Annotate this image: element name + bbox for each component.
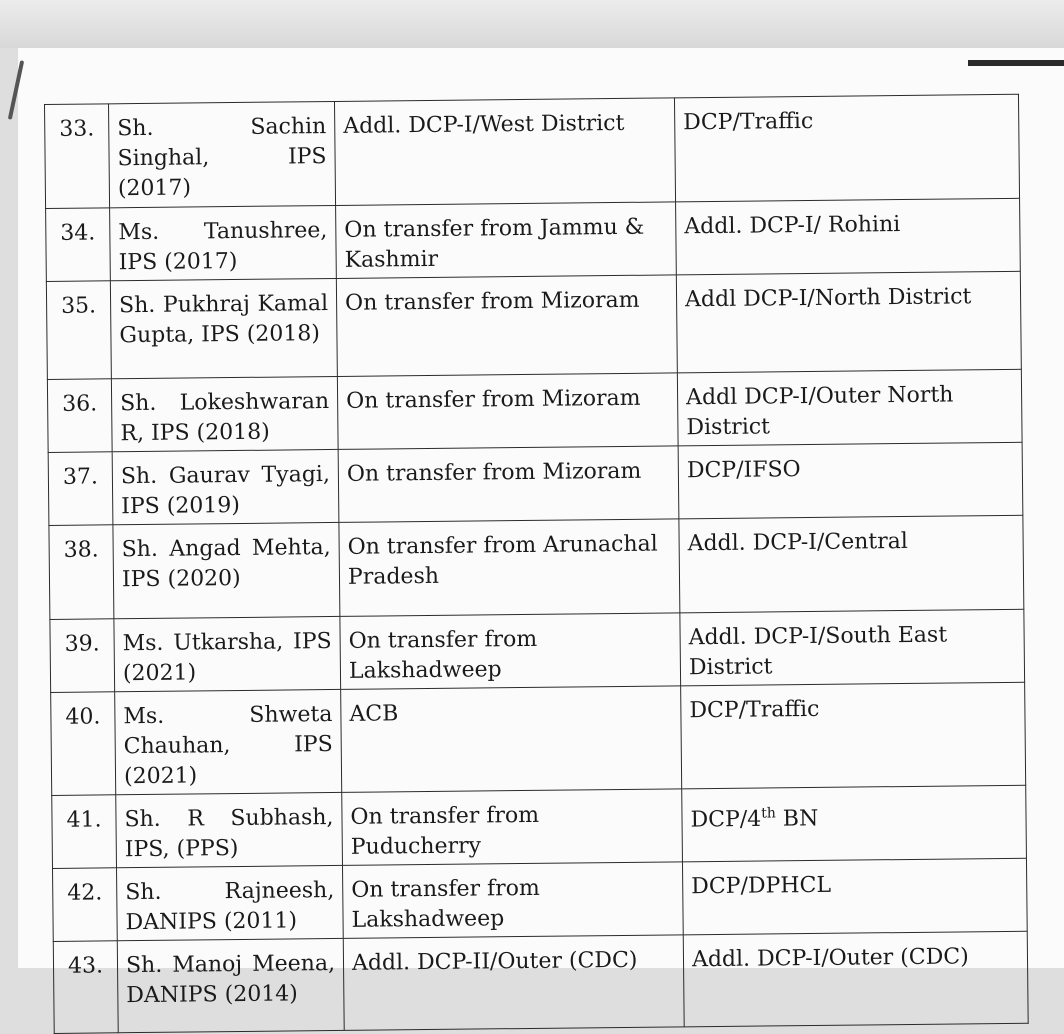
officer-name-cell: Ms. Utkarsha, IPS (2021) bbox=[114, 616, 341, 691]
serial-number-cell: 38. bbox=[49, 525, 114, 620]
present-posting-cell: Addl. DCP-I/West District bbox=[334, 98, 675, 206]
table-row bbox=[49, 515, 1024, 619]
table-row bbox=[53, 931, 1028, 1033]
serial-number-cell: 34. bbox=[46, 208, 111, 282]
present-posting-cell: On transfer from Mizoram bbox=[336, 275, 677, 377]
table-row bbox=[50, 609, 1025, 692]
table-row bbox=[52, 785, 1027, 868]
serial-number-cell: 36. bbox=[47, 379, 112, 453]
new-posting-cell: Addl DCP-I/North District bbox=[676, 271, 1021, 373]
serial-number-cell: 42. bbox=[53, 868, 118, 942]
new-posting-cell: DCP/Traffic bbox=[681, 682, 1026, 789]
present-posting-cell: ACB bbox=[341, 686, 682, 793]
new-posting-cell: DCP/Traffic bbox=[674, 94, 1019, 202]
table-row bbox=[45, 94, 1020, 208]
present-posting-cell: On transfer from Jammu & Kashmir bbox=[336, 202, 677, 279]
table-row bbox=[46, 271, 1021, 379]
officer-name-cell: Sh. Manoj Meena, DANIPS (2014) bbox=[117, 938, 344, 1032]
officer-name-cell: Sh. Lokeshwaran R, IPS (2018) bbox=[111, 376, 338, 451]
officer-name-cell: Sh. R Subhash, IPS, (PPS) bbox=[116, 792, 343, 867]
new-posting-cell: Addl. DCP-I/Central bbox=[679, 515, 1024, 613]
serial-number-cell: 41. bbox=[52, 795, 117, 869]
new-posting-cell: Addl DCP-I/Outer North District bbox=[677, 369, 1022, 446]
table-row bbox=[51, 682, 1026, 795]
present-posting-cell: On transfer from Puducherry bbox=[342, 789, 683, 866]
present-posting-cell: On transfer from Mizoram bbox=[337, 373, 678, 450]
transfer-orders-table bbox=[44, 94, 1029, 1034]
serial-number-cell: 39. bbox=[50, 619, 115, 693]
serial-number-cell: 40. bbox=[51, 692, 116, 796]
table-row bbox=[47, 369, 1022, 452]
table-row bbox=[53, 858, 1028, 941]
new-posting-cell: DCP/4th BN bbox=[682, 785, 1027, 862]
page-corner-strip bbox=[968, 60, 1064, 66]
serial-number-cell: 43. bbox=[53, 941, 118, 1034]
new-posting-cell: DCP/IFSO bbox=[678, 442, 1023, 519]
table-row bbox=[46, 198, 1021, 281]
serial-number-cell: 35. bbox=[46, 281, 111, 380]
table-body bbox=[45, 94, 1029, 1033]
new-posting-cell: Addl. DCP-I/South East District bbox=[680, 609, 1025, 686]
officer-name-cell: Sh. Sachin Singhal, IPS (2017) bbox=[109, 101, 336, 207]
officer-name-cell: Sh. Gaurav Tyagi, IPS (2019) bbox=[112, 449, 339, 524]
present-posting-cell: On transfer from Mizoram bbox=[338, 446, 679, 523]
serial-number-cell: 33. bbox=[45, 104, 110, 209]
present-posting-cell: On transfer from Lakshadweep bbox=[342, 862, 683, 939]
serial-number-cell: 37. bbox=[48, 452, 113, 526]
officer-name-cell: Sh. Pukhraj Kamal Gupta, IPS (2018) bbox=[110, 278, 337, 378]
officer-name-cell: Sh. Angad Mehta, IPS (2020) bbox=[113, 522, 340, 618]
present-posting-cell: On transfer from Lakshadweep bbox=[340, 613, 681, 690]
officer-name-cell: Ms. Tanushree, IPS (2017) bbox=[110, 205, 337, 280]
present-posting-cell: Addl. DCP-II/Outer (CDC) bbox=[343, 935, 684, 1031]
table-row bbox=[48, 442, 1023, 525]
officer-name-cell: Ms. Shweta Chauhan, IPS (2021) bbox=[115, 689, 342, 794]
new-posting-cell: Addl. DCP-I/ Rohini bbox=[676, 198, 1021, 275]
officer-name-cell: Sh. Rajneesh, DANIPS (2011) bbox=[117, 865, 344, 940]
new-posting-cell: DCP/DPHCL bbox=[682, 858, 1027, 935]
present-posting-cell: On transfer from Arunachal Pradesh bbox=[339, 519, 680, 617]
new-posting-cell: Addl. DCP-I/Outer (CDC) bbox=[683, 931, 1028, 1027]
page-edge-shadow bbox=[0, 0, 1064, 48]
